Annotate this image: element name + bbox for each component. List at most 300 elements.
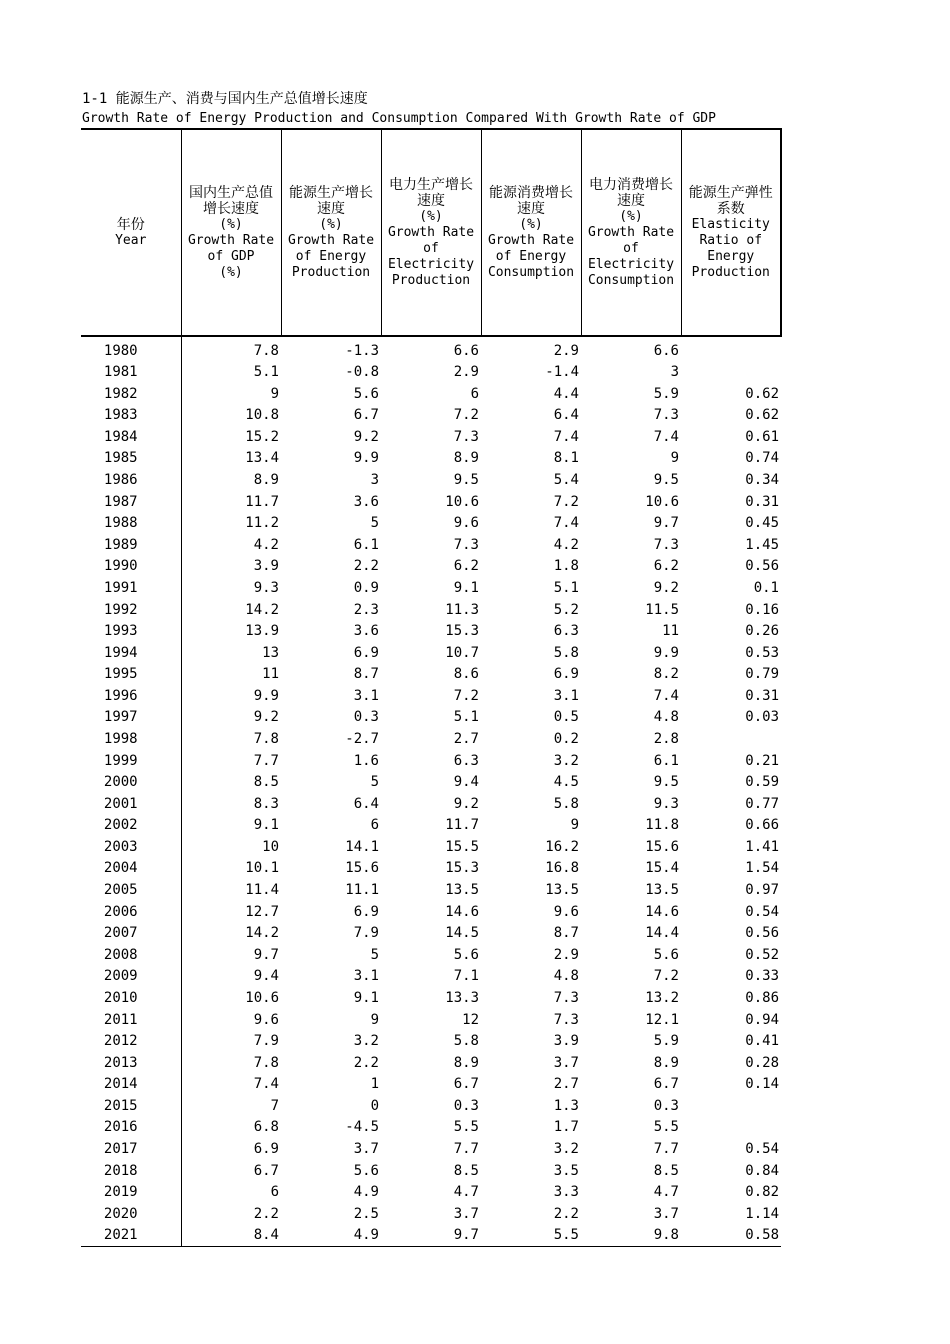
energy-consumption-cell: 5.1 [553,579,579,596]
electricity-consumption-cell: 7.3 [653,536,679,553]
header-gdp-en: Growth Rate of GDP [187,232,275,264]
elasticity-cell: 0.1 [753,579,779,596]
electricity-consumption-cell: 3.7 [653,1205,679,1222]
elasticity-cell: 0.56 [745,558,779,575]
elasticity-cell: 0.97 [745,882,779,899]
electricity-production-cell: 6 [470,385,479,402]
gdp-growth-cell: 7 [181,1095,281,1117]
year-cell: 1982 [103,385,138,402]
table-row [81,1052,781,1074]
energy-production-cell: 4.9 [353,1184,379,1201]
table-row [81,405,781,427]
gdp-growth-cell: 9.1 [181,815,281,837]
electricity-production-cell: 9.6 [453,515,479,532]
energy-consumption-cell: 5.2 [553,601,579,618]
table-row [81,901,781,923]
electricity-consumption-cell: 13.5 [645,882,679,899]
header-gdp-unit2: (%) [219,264,243,280]
electricity-consumption-cell: 7.4 [653,428,679,445]
header-elasticity-cn: 能源生产弹性系数 [688,184,773,217]
elasticity-cell: 1.41 [745,838,779,855]
electricity-consumption-cell: 9 [670,450,679,467]
electricity-consumption-cell: 8.5 [653,1162,679,1179]
energy-consumption-cell: 2.7 [553,1076,579,1093]
elasticity-cell [681,1095,781,1117]
elasticity-cell: 0.82 [745,1184,779,1201]
year-cell: 1987 [103,493,138,510]
elasticity-cell: 0.56 [745,925,779,942]
electricity-production-cell: 6.7 [453,1076,479,1093]
energy-consumption-cell: 2.2 [553,1205,579,1222]
electricity-production-cell: 0.3 [453,1097,479,1114]
year-cell: 2003 [103,838,138,855]
gdp-growth-cell: 9.7 [181,944,281,966]
gdp-growth-cell: 14.2 [181,923,281,945]
electricity-production-cell: 7.3 [453,536,479,553]
electricity-consumption-cell: 7.3 [653,407,679,424]
energy-consumption-cell: 9 [570,817,579,834]
electricity-production-cell: 7.7 [453,1140,479,1157]
year-cell: 1983 [103,407,138,424]
electricity-production-cell: 8.9 [453,450,479,467]
year-cell: 2014 [103,1076,138,1093]
energy-consumption-cell: 3.5 [553,1162,579,1179]
energy-production-cell: 11.1 [345,882,379,899]
table-row [81,556,781,578]
electricity-consumption-cell: 13.2 [645,989,679,1006]
elasticity-cell: 0.52 [745,946,779,963]
elasticity-cell: 0.33 [745,968,779,985]
elasticity-cell: 0.62 [745,407,779,424]
table-row [81,923,781,945]
electricity-consumption-cell: 7.2 [653,968,679,985]
energy-production-cell: 2.3 [353,601,379,618]
year-cell: 2000 [103,774,138,791]
energy-consumption-cell: 6.3 [553,623,579,640]
electricity-production-cell: 11.3 [445,601,479,618]
gdp-growth-cell: 10.8 [181,405,281,427]
energy-production-cell: -0.8 [345,364,379,381]
gdp-growth-cell: 8.4 [181,1225,281,1247]
electricity-production-cell: 5.1 [453,709,479,726]
energy-consumption-cell: 8.1 [553,450,579,467]
elasticity-cell [681,728,781,750]
electricity-consumption-cell: 4.8 [653,709,679,726]
electricity-consumption-cell: 9.5 [653,774,679,791]
electricity-production-cell: 9.7 [381,1225,481,1247]
gdp-growth-cell: 7.7 [181,750,281,772]
energy-consumption-cell: 3.2 [553,1140,579,1157]
gdp-growth-cell: 11.4 [181,879,281,901]
elasticity-cell: 0.94 [745,1011,779,1028]
electricity-production-cell: 3.7 [453,1205,479,1222]
table-row [81,987,781,1009]
year-cell: 2007 [103,925,138,942]
electricity-consumption-cell: 11.5 [645,601,679,618]
table-row [81,966,781,988]
energy-consumption-cell: 5.8 [553,644,579,661]
elasticity-cell: 0.34 [745,472,779,489]
energy-consumption-cell: 2.9 [553,946,579,963]
energy-production-cell: 4.9 [281,1225,381,1247]
header-elasticity-ratio [681,129,781,336]
electricity-production-cell: 9.5 [453,472,479,489]
energy-consumption-cell: 4.4 [553,385,579,402]
energy-production-cell: 2.2 [353,1054,379,1071]
year-cell: 1991 [103,579,138,596]
elasticity-cell: 0.54 [745,1140,779,1157]
year-cell: 2002 [103,817,138,834]
table-row [81,1074,781,1096]
gdp-growth-cell: 14.2 [181,599,281,621]
gdp-growth-cell: 6.8 [181,1117,281,1139]
energy-production-cell: 15.6 [345,860,379,877]
elasticity-cell: 0.77 [745,795,779,812]
electricity-consumption-cell: 2.8 [653,730,679,747]
electricity-consumption-cell: 11.8 [645,817,679,834]
table-row [81,858,781,880]
energy-consumption-cell: 0.2 [553,730,579,747]
gdp-growth-cell: 10.1 [181,858,281,880]
year-cell: 1999 [103,752,138,769]
electricity-production-cell: 8.6 [453,666,479,683]
year-cell: 2013 [103,1054,138,1071]
table-row [81,815,781,837]
energy-consumption-cell: 4.8 [553,968,579,985]
energy-production-cell: 0.9 [353,579,379,596]
table-row [81,879,781,901]
electricity-production-cell: 14.6 [445,903,479,920]
table-row [81,1095,781,1117]
energy-production-cell: 6.1 [353,536,379,553]
gdp-growth-cell: 9.2 [181,707,281,729]
table-row [81,664,781,686]
table-row [81,362,781,384]
header-energy-consumption-unit: (%) [519,216,543,232]
gdp-growth-cell: 11.2 [181,513,281,535]
energy-production-cell: 0.3 [353,709,379,726]
gdp-growth-cell: 13.9 [181,621,281,643]
energy-consumption-cell: 7.2 [553,493,579,510]
year-cell: 1998 [103,730,138,747]
elasticity-cell: 0.14 [745,1076,779,1093]
energy-production-cell: 7.9 [353,925,379,942]
table-row [81,793,781,815]
year-cell: 2010 [103,989,138,1006]
electricity-consumption-cell: 5.9 [653,1033,679,1050]
energy-production-cell: 2.2 [353,558,379,575]
year-cell: 2005 [103,882,138,899]
energy-production-cell: 3.6 [353,623,379,640]
electricity-production-cell: 7.3 [453,428,479,445]
elasticity-cell: 0.16 [745,601,779,618]
electricity-production-cell: 4.7 [453,1184,479,1201]
energy-consumption-cell: 3.1 [553,687,579,704]
energy-consumption-cell: 16.8 [545,860,579,877]
electricity-consumption-cell: 9.8 [581,1225,681,1247]
table-row [81,1203,781,1225]
header-year [81,129,181,336]
gdp-growth-cell: 6 [181,1182,281,1204]
energy-production-cell: 3.2 [353,1033,379,1050]
table-row [81,577,781,599]
table-row [81,1225,781,1247]
electricity-production-cell: 14.5 [445,925,479,942]
year-cell: 2008 [103,946,138,963]
electricity-consumption-cell: 7.4 [653,687,679,704]
year-cell: 2016 [103,1119,138,1136]
electricity-consumption-cell: 10.6 [645,493,679,510]
table-row [81,1009,781,1031]
energy-consumption-cell: 3.3 [553,1184,579,1201]
electricity-consumption-cell: 6.1 [653,752,679,769]
gdp-growth-cell: 2.2 [181,1203,281,1225]
table-row [81,1138,781,1160]
header-electricity-production-cn: 电力生产增长速度 [389,176,473,209]
electricity-production-cell: 15.3 [445,623,479,640]
table-row [81,621,781,643]
year-cell: 1995 [103,666,138,683]
electricity-production-cell: 9.4 [453,774,479,791]
elasticity-cell [681,362,781,384]
elasticity-cell: 0.58 [681,1225,781,1247]
electricity-consumption-cell: 15.4 [645,860,679,877]
energy-production-cell: -2.7 [345,730,379,747]
gdp-growth-cell: 4.2 [181,534,281,556]
energy-consumption-cell: 6.4 [553,407,579,424]
electricity-consumption-cell: 6.2 [653,558,679,575]
energy-consumption-cell: 5.5 [481,1225,581,1247]
elasticity-cell: 0.66 [745,817,779,834]
header-energy-production-cn: 能源生产增长速度 [289,184,373,217]
electricity-production-cell: 13.5 [445,882,479,899]
table-row [81,944,781,966]
electricity-consumption-cell: 9.3 [653,795,679,812]
table-row [81,426,781,448]
table-row [81,1182,781,1204]
electricity-production-cell: 10.6 [445,493,479,510]
elasticity-cell: 0.84 [745,1162,779,1179]
energy-production-cell: 3.6 [353,493,379,510]
energy-consumption-cell: 5.4 [553,472,579,489]
electricity-consumption-cell: 8.2 [653,666,679,683]
header-elasticity-en: Elasticity Ratio of Energy Production [691,216,770,280]
table-title-chinese: 1-1 能源生产、消费与国内生产总值增长速度 [82,91,368,107]
energy-production-cell: 5 [370,946,379,963]
energy-production-cell: 5 [370,774,379,791]
header-electricity-consumption-growth [581,129,681,336]
year-cell: 1989 [103,536,138,553]
year-cell: 1986 [103,472,138,489]
electricity-consumption-cell: 8.9 [653,1054,679,1071]
gdp-growth-cell: 9.3 [181,577,281,599]
gdp-growth-cell: 13.4 [181,448,281,470]
electricity-consumption-cell: 15.6 [645,838,679,855]
elasticity-cell: 0.03 [745,709,779,726]
header-electricity-consumption-en: Growth Rate of Electricity Consumption [587,224,675,288]
energy-consumption-cell: 1.7 [553,1119,579,1136]
electricity-production-cell: 2.9 [453,364,479,381]
energy-consumption-cell: 9.6 [553,903,579,920]
gdp-growth-cell: 6.7 [181,1160,281,1182]
header-electricity-production-unit: (%) [419,208,443,224]
gdp-growth-cell: 9.4 [181,966,281,988]
gdp-growth-cell: 7.8 [181,1052,281,1074]
header-energy-production-growth [281,129,381,336]
gdp-growth-cell: 6.9 [181,1138,281,1160]
energy-consumption-cell: 5.8 [553,795,579,812]
table-row [81,383,781,405]
energy-production-cell: 2.5 [353,1205,379,1222]
header-gdp-growth [181,129,281,336]
energy-production-cell: 8.7 [353,666,379,683]
electricity-production-cell: 6.2 [453,558,479,575]
energy-growth-table [81,128,782,1247]
header-year-cn: 年份 [116,216,145,233]
header-energy-production-unit: (%) [319,216,343,232]
electricity-production-cell: 5.5 [453,1119,479,1136]
elasticity-cell: 0.54 [745,903,779,920]
header-electricity-production-en: Growth Rate of Electricity Production [387,224,475,288]
energy-production-cell: 9.9 [353,450,379,467]
energy-production-cell: 6.9 [353,903,379,920]
electricity-consumption-cell: 0.3 [653,1097,679,1114]
energy-consumption-cell: 1.8 [553,558,579,575]
gdp-growth-cell: 8.9 [181,469,281,491]
energy-production-cell: 6.4 [353,795,379,812]
table-row [81,642,781,664]
electricity-consumption-cell: 9.7 [653,515,679,532]
table-row [81,1031,781,1053]
year-cell: 2001 [103,795,138,812]
energy-production-cell: 3.1 [353,687,379,704]
energy-production-cell: 9.1 [353,989,379,1006]
energy-consumption-cell: -1.4 [545,364,579,381]
header-electricity-consumption-unit: (%) [619,208,643,224]
year-cell: 2004 [103,860,138,877]
table-row [81,750,781,772]
gdp-growth-cell: 8.5 [181,772,281,794]
gdp-growth-cell: 11.7 [181,491,281,513]
energy-consumption-cell: 7.3 [553,989,579,1006]
year-cell: 2018 [103,1162,138,1179]
energy-production-cell: 3.1 [353,968,379,985]
table-row [81,469,781,491]
elasticity-cell: 0.31 [745,493,779,510]
gdp-growth-cell: 9.9 [181,685,281,707]
elasticity-cell: 0.53 [745,644,779,661]
electricity-production-cell: 8.9 [453,1054,479,1071]
electricity-production-cell: 15.5 [445,838,479,855]
table-row [81,772,781,794]
year-cell: 1997 [103,709,138,726]
elasticity-cell: 1.14 [745,1205,779,1222]
header-gdp-cn: 国内生产总值增长速度 [189,184,273,217]
year-cell: 1980 [103,342,138,359]
electricity-production-cell: 8.5 [453,1162,479,1179]
electricity-production-cell: 13.3 [445,989,479,1006]
gdp-growth-cell: 9.6 [181,1009,281,1031]
header-electricity-consumption-cn: 电力消费增长速度 [589,176,673,209]
energy-consumption-cell: 7.4 [553,428,579,445]
energy-production-cell: 9.2 [353,428,379,445]
table-row [81,685,781,707]
energy-production-cell: 3.7 [353,1140,379,1157]
elasticity-cell: 0.28 [745,1054,779,1071]
energy-consumption-cell: 3.7 [553,1054,579,1071]
gdp-growth-cell: 7.9 [181,1031,281,1053]
energy-consumption-cell: 8.7 [553,925,579,942]
gdp-growth-cell: 11 [181,664,281,686]
electricity-consumption-cell: 11 [662,623,679,640]
gdp-growth-cell: 8.3 [181,793,281,815]
energy-production-cell: 6.9 [353,644,379,661]
electricity-production-cell: 15.3 [445,860,479,877]
table-row [81,1117,781,1139]
year-cell: 2015 [103,1097,138,1114]
table-row [81,728,781,750]
year-cell: 1990 [103,558,138,575]
year-cell: 2021 [81,1225,181,1247]
year-cell: 2019 [103,1184,138,1201]
header-year-en: Year [115,232,147,248]
header-energy-consumption-growth [481,129,581,336]
electricity-production-cell: 11.7 [445,817,479,834]
year-cell: 2011 [103,1011,138,1028]
gdp-growth-cell: 10.6 [181,987,281,1009]
table-row [81,534,781,556]
energy-consumption-cell: 2.9 [553,342,579,359]
electricity-production-cell: 9.1 [453,579,479,596]
year-cell: 1996 [103,687,138,704]
table-row [81,513,781,535]
electricity-production-cell: 7.2 [453,687,479,704]
energy-consumption-cell: 3.9 [553,1033,579,1050]
electricity-consumption-cell: 5.9 [653,385,679,402]
electricity-production-cell: 12 [462,1011,479,1028]
year-cell: 2020 [103,1205,138,1222]
gdp-growth-cell: 10 [181,836,281,858]
gdp-growth-cell: 5.1 [181,362,281,384]
header-electricity-production-growth [381,129,481,336]
header-energy-consumption-cn: 能源消费增长速度 [489,184,573,217]
electricity-consumption-cell: 9.9 [653,644,679,661]
year-cell: 1994 [103,644,138,661]
year-cell: 1981 [103,364,138,381]
energy-consumption-cell: 7.3 [553,1011,579,1028]
header-energy-consumption-en: Growth Rate of Energy Consumption [487,232,575,280]
year-cell: 2012 [103,1033,138,1050]
electricity-consumption-cell: 14.4 [645,925,679,942]
year-cell: 2017 [103,1140,138,1157]
elasticity-cell: 0.21 [745,752,779,769]
energy-production-cell: 5 [370,515,379,532]
energy-consumption-cell: 6.9 [553,666,579,683]
elasticity-cell: 0.26 [745,623,779,640]
year-cell: 1985 [103,450,138,467]
table-body [81,336,781,1247]
energy-consumption-cell: 16.2 [545,838,579,855]
elasticity-cell: 0.31 [745,687,779,704]
year-cell: 1988 [103,515,138,532]
electricity-consumption-cell: 4.7 [653,1184,679,1201]
year-cell: 2006 [103,903,138,920]
electricity-production-cell: 9.2 [453,795,479,812]
gdp-growth-cell: 3.9 [181,556,281,578]
electricity-production-cell: 2.7 [453,730,479,747]
energy-production-cell: 6 [370,817,379,834]
header-energy-production-en: Growth Rate of Energy Production [287,232,375,280]
